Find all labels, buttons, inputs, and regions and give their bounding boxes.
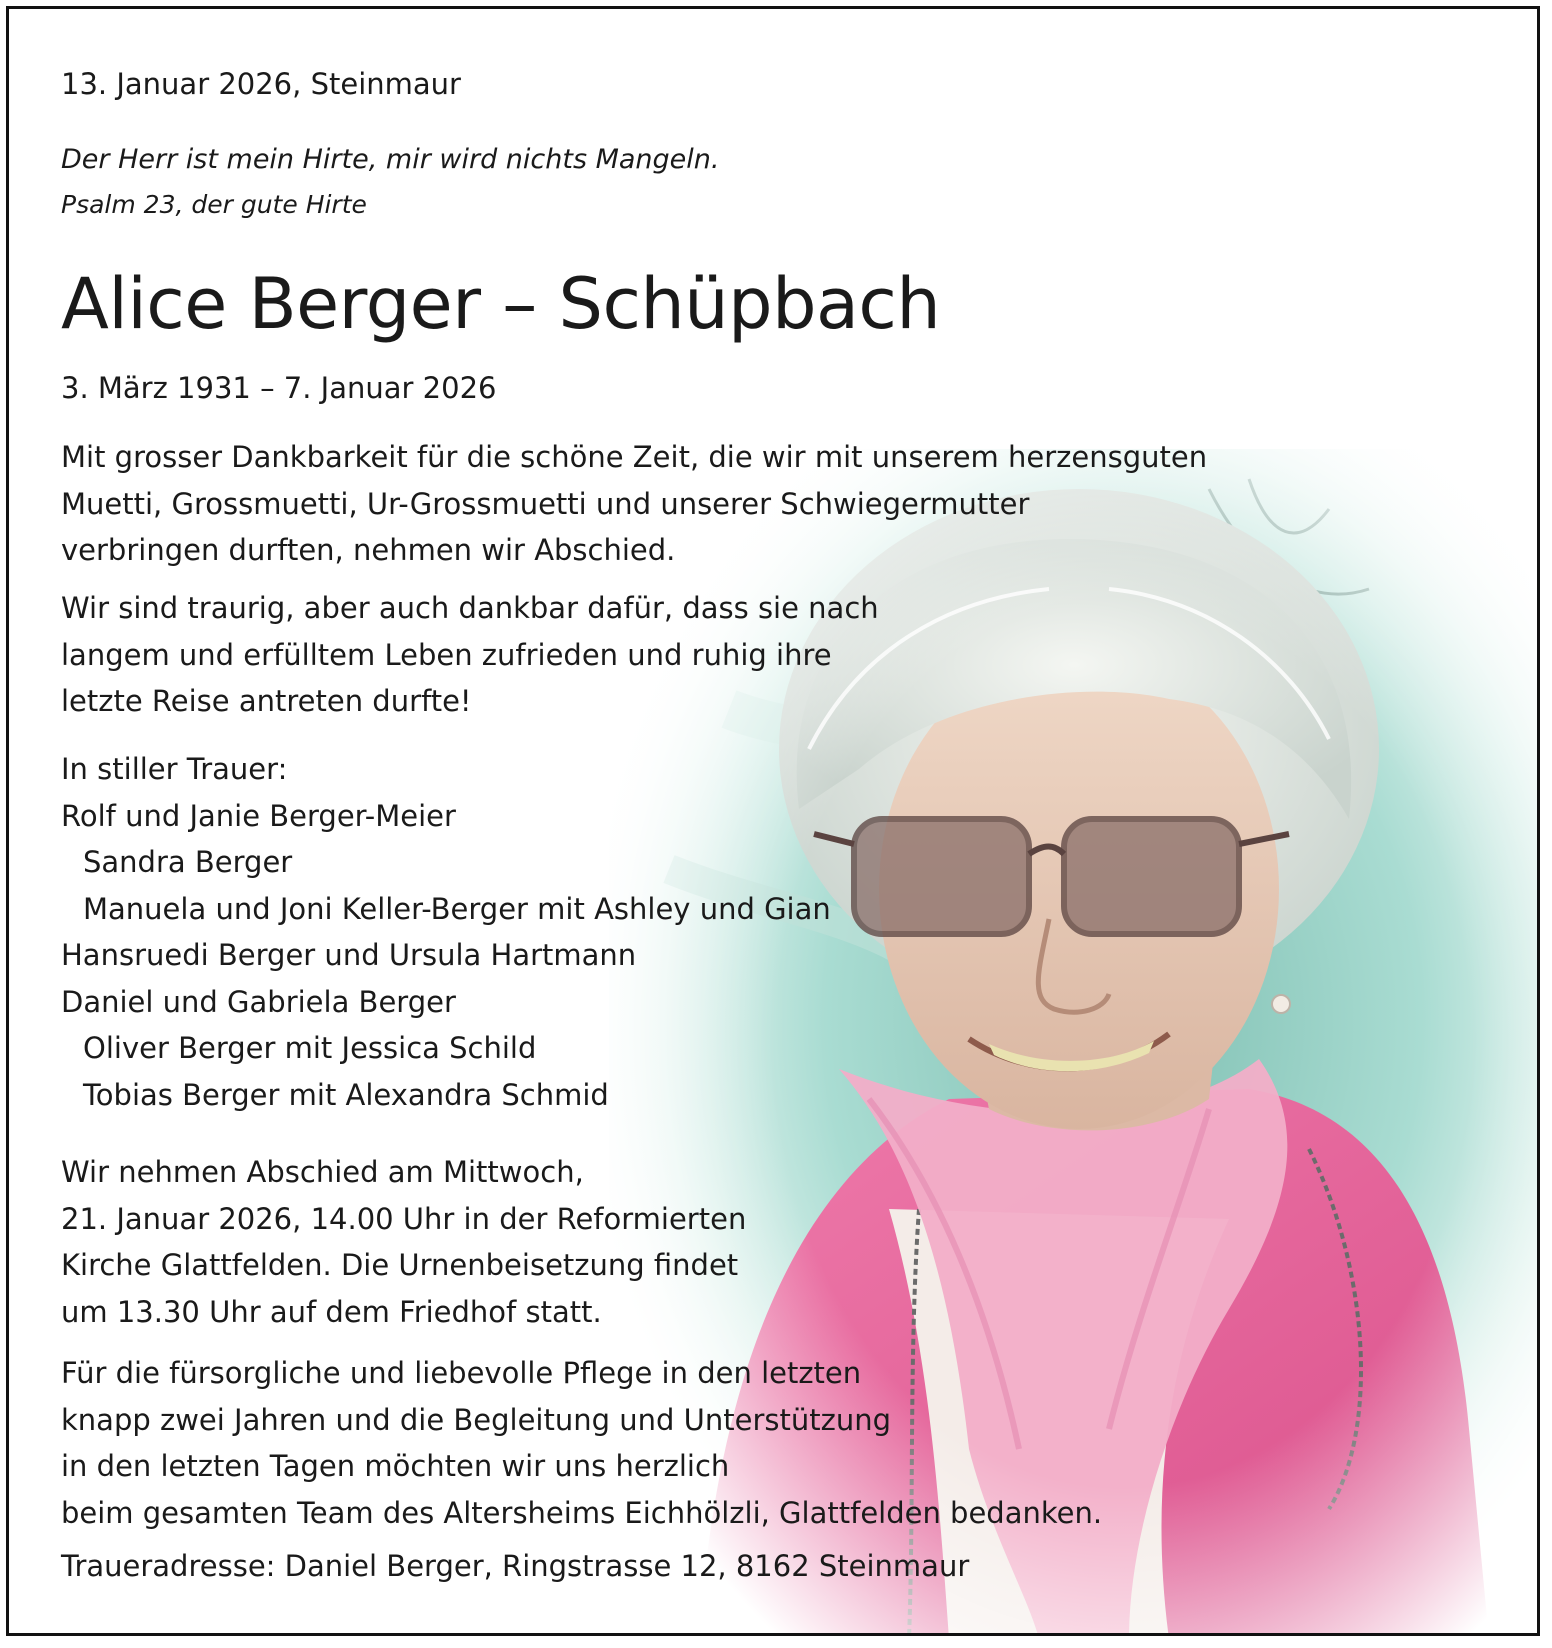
text-line: Für die fürsorgliche und liebevolle Pflege in den letzten — [61, 1356, 862, 1390]
text-line: langem und erfülltem Leben zufrieden und ruhig ihre — [61, 637, 832, 672]
mourner-line: Tobias Berger mit Alexandra Schmid — [83, 1077, 609, 1112]
text-line: Muetti, Grossmuetti, Ur-Grossmuetti und unserer Schwiegermutter — [61, 486, 1030, 521]
bible-quote: Der Herr ist mein Hirte, mir wird nichts Mangeln. — [61, 144, 720, 175]
mourner-line: Daniel und Gabriela Berger — [61, 984, 456, 1019]
farewell-paragraph — [61, 585, 879, 725]
mourner-line: Sandra Berger — [83, 845, 293, 879]
text-line: 21. Januar 2026, 14.00 Uhr in der Reformierten — [61, 1201, 747, 1236]
mourners-list — [61, 746, 831, 1118]
obituary-notice — [6, 6, 1540, 1636]
text-line: Wir nehmen Abschied am Mittwoch, — [61, 1155, 584, 1189]
text-line: Mit grosser Dankbarkeit für die schöne Zeit, die wir mit unserem herzensguten — [61, 440, 1208, 474]
text-line: in den letzten Tagen möchten wir uns herzlich — [61, 1449, 730, 1483]
mourning-address: Traueradresse: Daniel Berger, Ringstrasse 12, 8162 Steinmaur — [61, 1549, 970, 1583]
text-line: verbringen durften, nehmen wir Abschied. — [61, 533, 676, 567]
bible-quote-source: Psalm 23, der gute Hirte — [61, 190, 367, 219]
text-line: beim gesamten Team des Altersheims Eichhölzli, Glattfelden bedanken. — [61, 1495, 1103, 1530]
text-line: letzte Reise antreten durfte! — [61, 684, 472, 718]
mourner-line: Manuela und Joni Keller-Berger mit Ashley und Gian — [83, 891, 831, 926]
text-line: knapp zwei Jahren und die Begleitung und Unterstützung — [61, 1402, 891, 1437]
deceased-name: Alice Berger – Schüpbach — [61, 263, 941, 345]
gratitude-paragraph — [61, 434, 1207, 574]
life-dates: 3. März 1931 – 7. Januar 2026 — [61, 371, 497, 405]
service-paragraph — [61, 1149, 746, 1335]
mourner-line: Hansruedi Berger und Ursula Hartmann — [61, 938, 637, 972]
mourner-line: Rolf und Janie Berger-Meier — [61, 798, 456, 833]
text-line: um 13.30 Uhr auf dem Friedhof statt. — [61, 1294, 602, 1329]
mourner-line: Oliver Berger mit Jessica Schild — [83, 1031, 537, 1065]
text-line: Kirche Glattfelden. Die Urnenbeisetzung findet — [61, 1248, 739, 1282]
text-line: Wir sind traurig, aber auch dankbar dafür, dass sie nach — [61, 591, 879, 625]
notice-date-place: 13. Januar 2026, Steinmaur — [61, 67, 461, 101]
mourners-heading: In stiller Trauer: — [61, 752, 288, 786]
thanks-paragraph — [61, 1350, 1102, 1536]
